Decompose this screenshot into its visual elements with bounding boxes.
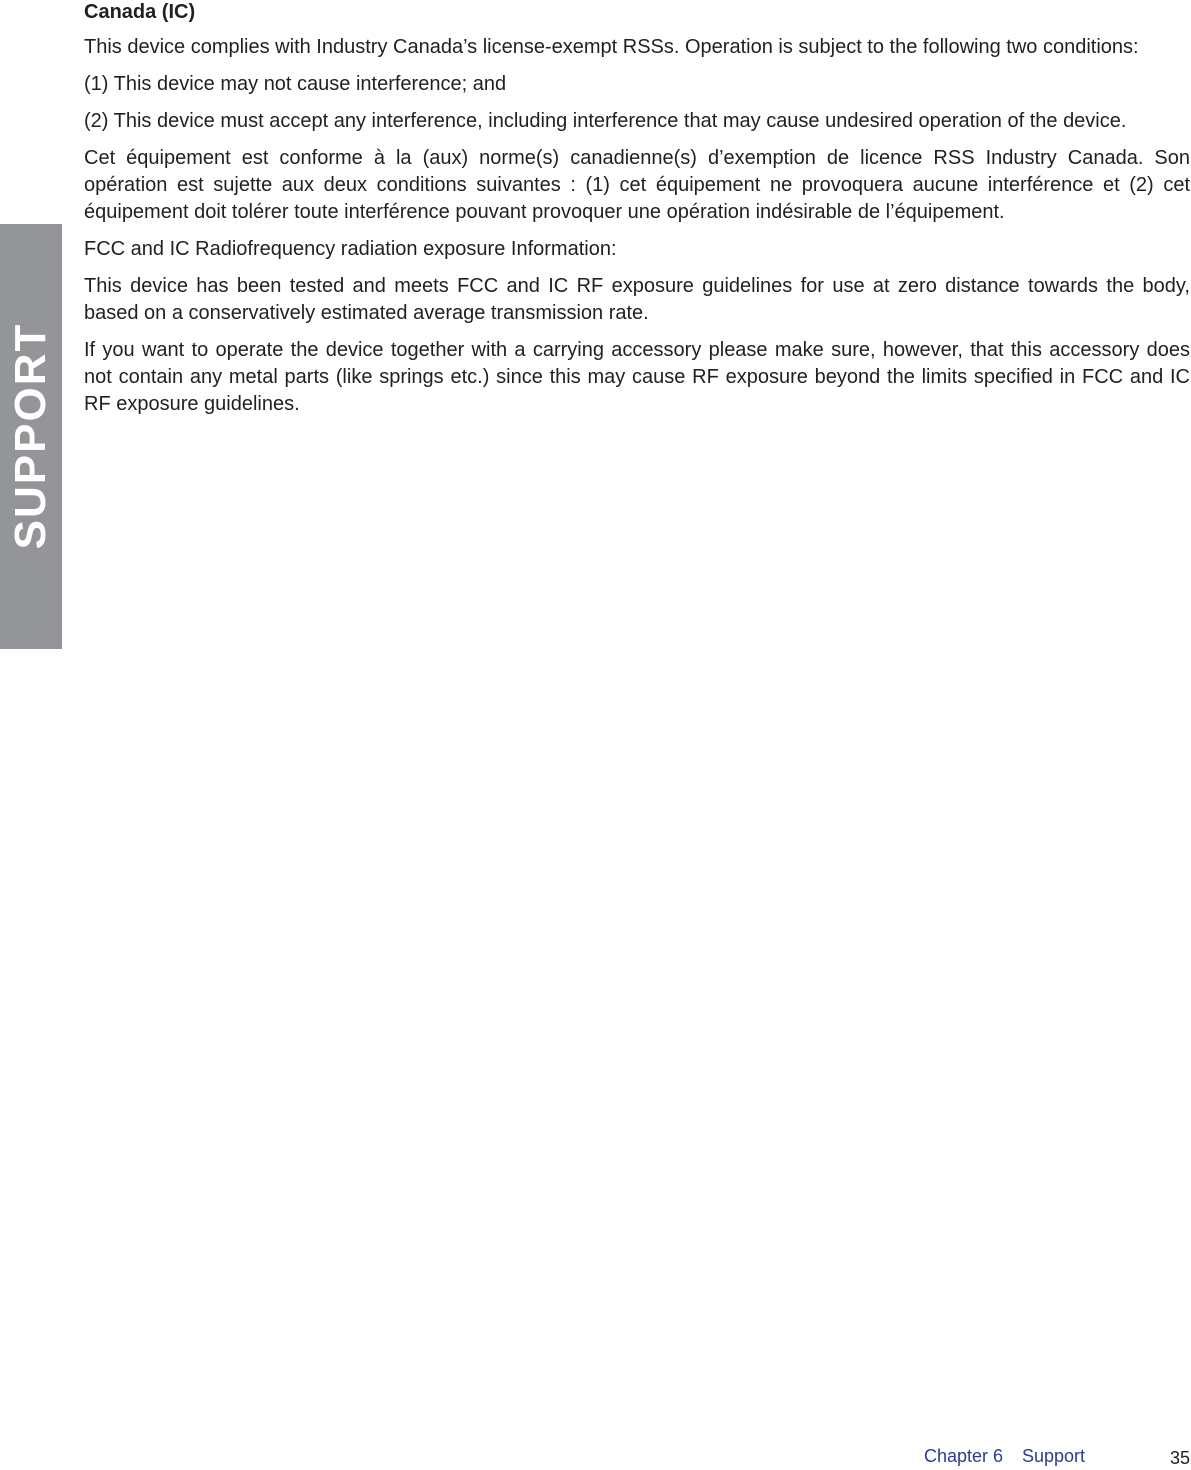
side-tab-label: SUPPORT (6, 322, 55, 550)
page-footer (0, 1446, 1191, 1470)
side-tab (0, 224, 62, 649)
paragraph-rf-accessory: If you want to operate the device together with a carrying accessory please make sure, however, that this accessory does not contain any metal parts (like springs etc.) since this may cause RF exposure beyond the limits specified in FCC and IC RF exposure guidelines. (84, 339, 1190, 415)
footer-section: Support (1022, 1446, 1086, 1466)
paragraph-rf-title: FCC and IC Radiofrequency radiation exposure Information: (84, 238, 617, 260)
paragraph-intro: This device complies with Industry Canada’s license-exempt RSSs. Operation is subject to the following two conditions: (84, 36, 1139, 58)
page-number: 35 (1170, 1448, 1191, 1468)
paragraph-rf-tested: This device has been tested and meets FCC and IC RF exposure guidelines for use at zero distance towards the body, based on a conservatively estimated average transmission rate. (84, 275, 1190, 324)
paragraph-condition-1: (1) This device may not cause interference; and (84, 73, 507, 95)
paragraph-condition-2: (2) This device must accept any interference, including interference that may cause undesired operation of the device. (84, 110, 1127, 132)
page-content (84, 0, 1190, 418)
paragraph-french: Cet équipement est conforme à la (aux) norme(s) canadienne(s) d’exemption de licence RSS Industry Canada. Son opération est sujette aux deux conditions suivantes : (1) cet équipement ne provoquera aucune interférence et (2) cet équipement doit tolérer toute interférence pouvant provoquer une opération indésirable de l’équipement. (84, 147, 1190, 223)
section-heading: Canada (IC) (84, 1, 196, 23)
footer-chapter: Chapter 6 (924, 1446, 1004, 1466)
